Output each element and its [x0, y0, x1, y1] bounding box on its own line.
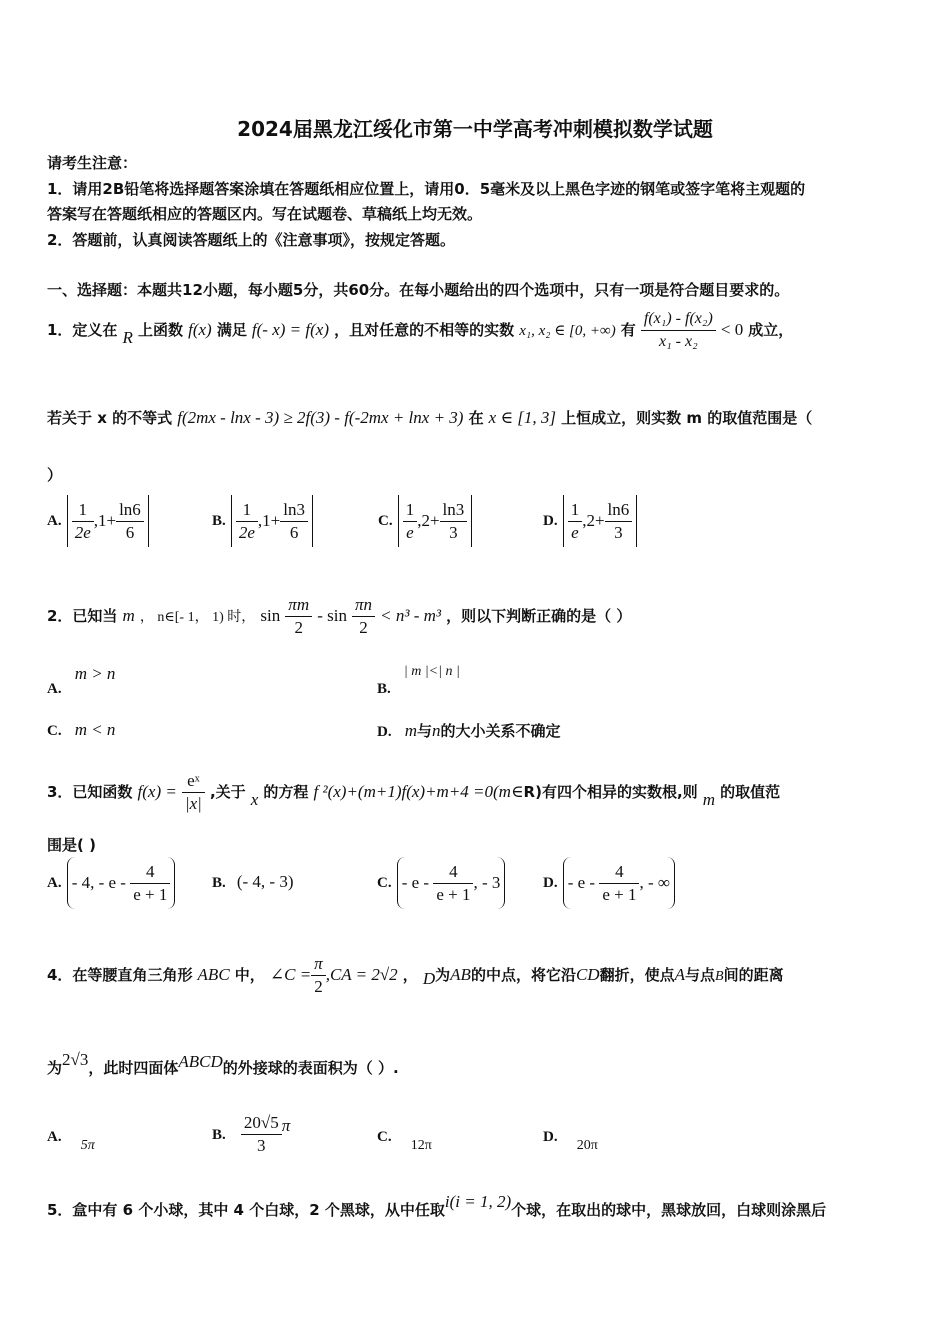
fraction: [433, 861, 473, 906]
q2-condition: ， n∈[- 1， 1) 时，: [139, 610, 256, 625]
q4-text: 中，: [234, 966, 265, 984]
q4-text: 与点: [685, 966, 716, 984]
q2-var-m: m: [404, 721, 417, 740]
q4-text: 为: [47, 1059, 63, 1077]
q2-option-a: [47, 664, 116, 697]
q4-option-c-expr: 12π: [410, 1138, 432, 1153]
question-5: [47, 1182, 826, 1222]
fraction: [568, 499, 583, 544]
question-1-line-2: [47, 398, 812, 438]
interval-part: - e -: [567, 872, 600, 892]
q2-option-d: [377, 720, 561, 741]
page-title: 2024届黑龙江绥化市第一中学高考冲刺模拟数学试题: [237, 117, 713, 141]
numerator: πm: [285, 594, 312, 617]
q4-text: ，: [402, 966, 418, 984]
numerator: π: [311, 953, 326, 976]
q1-option-d: [543, 494, 637, 546]
numerator: 1: [72, 499, 94, 522]
q4-point-b: B: [715, 969, 724, 984]
denominator: 2: [294, 618, 303, 637]
denominator: 6: [125, 523, 135, 543]
denominator: e + 1: [602, 885, 637, 905]
q3-text: 的取值范: [720, 783, 781, 801]
q1-text: 若关于 x 的不等式: [47, 409, 173, 427]
q2-option-b: [377, 664, 460, 697]
fraction: [311, 953, 326, 998]
q4-triangle: ABC: [197, 965, 230, 984]
option-label: B.: [377, 681, 391, 697]
q2-inequality-rhs: < n³ - m³: [380, 606, 442, 625]
q1-even-condition: f(- x) = f(x): [251, 320, 329, 339]
q4-angle: ∠C =: [269, 965, 312, 984]
q4-option-d: [543, 1126, 598, 1153]
interval-part: - 4, - e -: [71, 872, 131, 892]
numerator: ln6: [116, 499, 144, 522]
q4-text: ，此时四面体: [88, 1059, 179, 1077]
fraction: [130, 861, 170, 906]
q1-text: 上恒成立，则实数 m 的取值范围是（: [561, 409, 813, 427]
q3-text: ,关于: [209, 783, 246, 801]
notice-line-1: 1．请用2B铅笔将选择题答案涂填在答题纸相应位置上，请用0．5毫米及以上黑色字迹的钢笔或签字笔将主观题的: [47, 180, 806, 198]
q4-option-b: [212, 1100, 291, 1155]
q1-function: f(x): [188, 320, 212, 339]
q4-point-a: A: [674, 965, 685, 984]
denominator: |x|: [184, 794, 202, 813]
q1-option-b-interval: [231, 495, 313, 547]
q1-less-than-zero: < 0: [720, 320, 744, 339]
interval-separator: ,2+: [417, 510, 440, 530]
q1-text: 在: [468, 409, 484, 427]
q2-option-c: [47, 720, 115, 740]
numerator: ln6: [605, 499, 633, 522]
option-label: A.: [47, 875, 62, 891]
q4-side: ,CA = 2√2: [325, 965, 398, 984]
q3-option-b-interval: (- 4, - 3): [236, 872, 294, 891]
q4-option-d-expr: 20π: [576, 1138, 598, 1153]
notice-line-3: 2．答题前，认真阅读答题纸上的《注意事项》，按规定答题。: [47, 231, 455, 249]
q1-text: 1．定义在: [47, 321, 118, 339]
q3-option-c: [377, 856, 505, 908]
q4-distance: 2√3: [62, 1050, 89, 1069]
fraction: [440, 499, 468, 544]
question-4-line-2: [47, 1040, 399, 1080]
denominator: 2: [314, 977, 323, 996]
q2-minus-sin: - sin: [317, 606, 347, 625]
q3-option-d-interval: [563, 857, 675, 909]
fraction: [285, 594, 312, 639]
option-label: D.: [543, 513, 558, 529]
q1-interval: x ∈ [1, 3]: [488, 408, 557, 427]
option-label: A.: [47, 513, 62, 529]
denominator: 6: [289, 523, 299, 543]
q1-text: 有: [620, 321, 636, 339]
interval-part: - e -: [401, 872, 434, 892]
q3-function: f(x) =: [137, 782, 177, 801]
fraction: [599, 861, 639, 906]
denominator: 2e: [238, 523, 255, 543]
numerator: 1: [568, 499, 583, 522]
q4-text: 间的距离: [723, 966, 784, 984]
q1-inequality: f(2mx - lnx - 3) ≥ 2f(3) - f(-2mx + lnx + 3): [177, 408, 464, 427]
q4-segment-cd: CD: [575, 965, 600, 984]
fraction: [72, 499, 94, 544]
q3-text-2: 围是( ): [47, 836, 96, 854]
q3-option-d: [543, 856, 675, 908]
q4-option-a: [47, 1126, 95, 1153]
q3-option-c-interval: [397, 857, 506, 909]
q3-variable-x: x: [250, 790, 259, 809]
interval-part: , - 3: [473, 872, 501, 892]
q1-monotonic-fraction: [641, 308, 716, 353]
q3-text: 3．已知函数: [47, 783, 133, 801]
question-3: [47, 762, 780, 822]
denominator: e: [406, 523, 414, 543]
numerator: 4: [433, 861, 473, 884]
fraction: [182, 770, 205, 815]
q3-text: )有四个相异的实数根,则: [535, 783, 698, 801]
numerator: 20√5: [241, 1112, 282, 1135]
denominator: 2: [359, 618, 368, 637]
denominator: 2e: [74, 523, 91, 543]
q2-sin: sin: [260, 606, 281, 625]
interval-separator: ,2+: [582, 510, 605, 530]
q5-text: 个球，在取出的球中，黑球放回，白球则涂黑后: [511, 1201, 827, 1219]
option-label: D.: [543, 1129, 558, 1145]
q4-option-b-pi: π: [281, 1116, 291, 1135]
q1-fraction-denominator: x₁ - x₂: [659, 333, 698, 350]
question-4-line-1: [47, 945, 784, 1005]
notice-line-2: 答案写在答题纸相应的答题区内。写在试题卷、草稿纸上均无效。: [47, 205, 483, 223]
option-label: A.: [47, 1129, 62, 1145]
q1-text: 上函数: [138, 321, 184, 339]
q2-option-c-expr: m < n: [74, 720, 116, 739]
option-label: A.: [47, 681, 62, 697]
q1-option-d-interval: [563, 495, 638, 547]
question-2: [47, 588, 631, 644]
q3-domain: R: [523, 783, 536, 801]
numerator: ln3: [280, 499, 308, 522]
option-label: C.: [377, 875, 392, 891]
q1-option-a-interval: [67, 495, 149, 547]
q4-point-d: D: [422, 969, 436, 988]
fraction: [116, 499, 144, 544]
q2-text: 与: [416, 722, 432, 740]
fraction: [352, 594, 375, 639]
question-1-line-1: [47, 300, 793, 360]
q3-equation: f ²(x)+(m+1)f(x)+m+4 =0(m∈: [313, 782, 524, 801]
numerator: 1: [403, 499, 418, 522]
option-label: C.: [377, 1129, 392, 1145]
q5-expression: i(i = 1, 2): [444, 1192, 512, 1211]
q4-tetrahedron: ABCD: [178, 1052, 223, 1071]
q1-text: 满足: [216, 321, 247, 339]
q2-option-a-expr: m > n: [74, 664, 116, 683]
interval-part: , - ∞: [639, 872, 670, 892]
q1-option-a: [47, 494, 149, 546]
q5-text: 5．盒中有 6 个小球，其中 4 个白球，2 个黑球，从中任取: [47, 1201, 445, 1219]
fraction: [236, 499, 258, 544]
denominator: e: [571, 523, 579, 543]
q2-text: 的大小关系不确定: [440, 722, 561, 740]
numerator: 1: [236, 499, 258, 522]
q4-text: 的外接球的表面积为（ ）.: [222, 1059, 399, 1077]
denominator: e + 1: [133, 885, 168, 905]
q2-option-b-expr: | m |<| n |: [403, 664, 460, 679]
q2-var-n: n: [431, 721, 441, 740]
q3-option-a: [47, 856, 175, 908]
fraction: [241, 1112, 282, 1157]
fraction: [280, 499, 308, 544]
fraction: [605, 499, 633, 544]
q2-variable-m: m: [122, 606, 135, 625]
option-label: B.: [212, 875, 226, 891]
numerator: 4: [130, 861, 170, 884]
numerator: πn: [352, 594, 375, 617]
q4-option-a-expr: 5π: [80, 1138, 95, 1153]
q2-text: ，则以下判断正确的是（ ）: [446, 607, 632, 625]
interval-separator: ,1+: [93, 510, 117, 530]
q4-text: 为: [435, 966, 451, 984]
q3-option-a-interval: [67, 857, 176, 909]
option-label: D.: [377, 724, 392, 740]
notice-heading: 请考生注意：: [47, 154, 138, 172]
q4-segment-ab: AB: [450, 965, 471, 984]
fraction: [403, 499, 418, 544]
q1-option-c: [378, 494, 472, 546]
numerator: ln3: [440, 499, 468, 522]
q3-variable-m: m: [702, 790, 716, 809]
numerator: eˣ: [182, 770, 205, 793]
denominator: e + 1: [436, 885, 471, 905]
numerator: 4: [599, 861, 639, 884]
q3-text: 的方程: [263, 783, 309, 801]
q4-text: 翻折，使点: [599, 966, 675, 984]
denominator: 3: [257, 1136, 266, 1155]
q4-option-c: [377, 1126, 432, 1153]
option-label: B.: [212, 513, 226, 529]
q1-option-b: [212, 494, 313, 546]
q1-closing-paren: ）: [47, 466, 63, 484]
q1-option-c-interval: [398, 495, 473, 547]
option-label: C.: [47, 723, 62, 739]
section-heading: 一、选择题：本题共12小题，每小题5分，共60分。在每小题给出的四个选项中，只有一项是符合题目要求的。: [47, 281, 790, 299]
q1-text: 成立，: [748, 321, 794, 339]
interval-separator: ,1+: [257, 510, 281, 530]
q1-domain: R: [122, 328, 133, 347]
q1-domain-values: x₁, x₂ ∈ [0, +∞): [519, 323, 616, 339]
option-label: D.: [543, 875, 558, 891]
option-label: C.: [378, 513, 393, 529]
denominator: 3: [449, 523, 458, 543]
q1-fraction-numerator: f(x₁) - f(x₂): [641, 308, 716, 331]
q4-text: 4．在等腰直角三角形: [47, 966, 193, 984]
denominator: 3: [614, 523, 623, 543]
q3-option-b: [212, 856, 294, 908]
q4-text: 的中点，将它沿: [470, 966, 576, 984]
option-label: B.: [212, 1127, 226, 1143]
q2-text: 2．已知当: [47, 607, 118, 625]
q1-text: ，且对任意的不相等的实数: [334, 321, 515, 339]
